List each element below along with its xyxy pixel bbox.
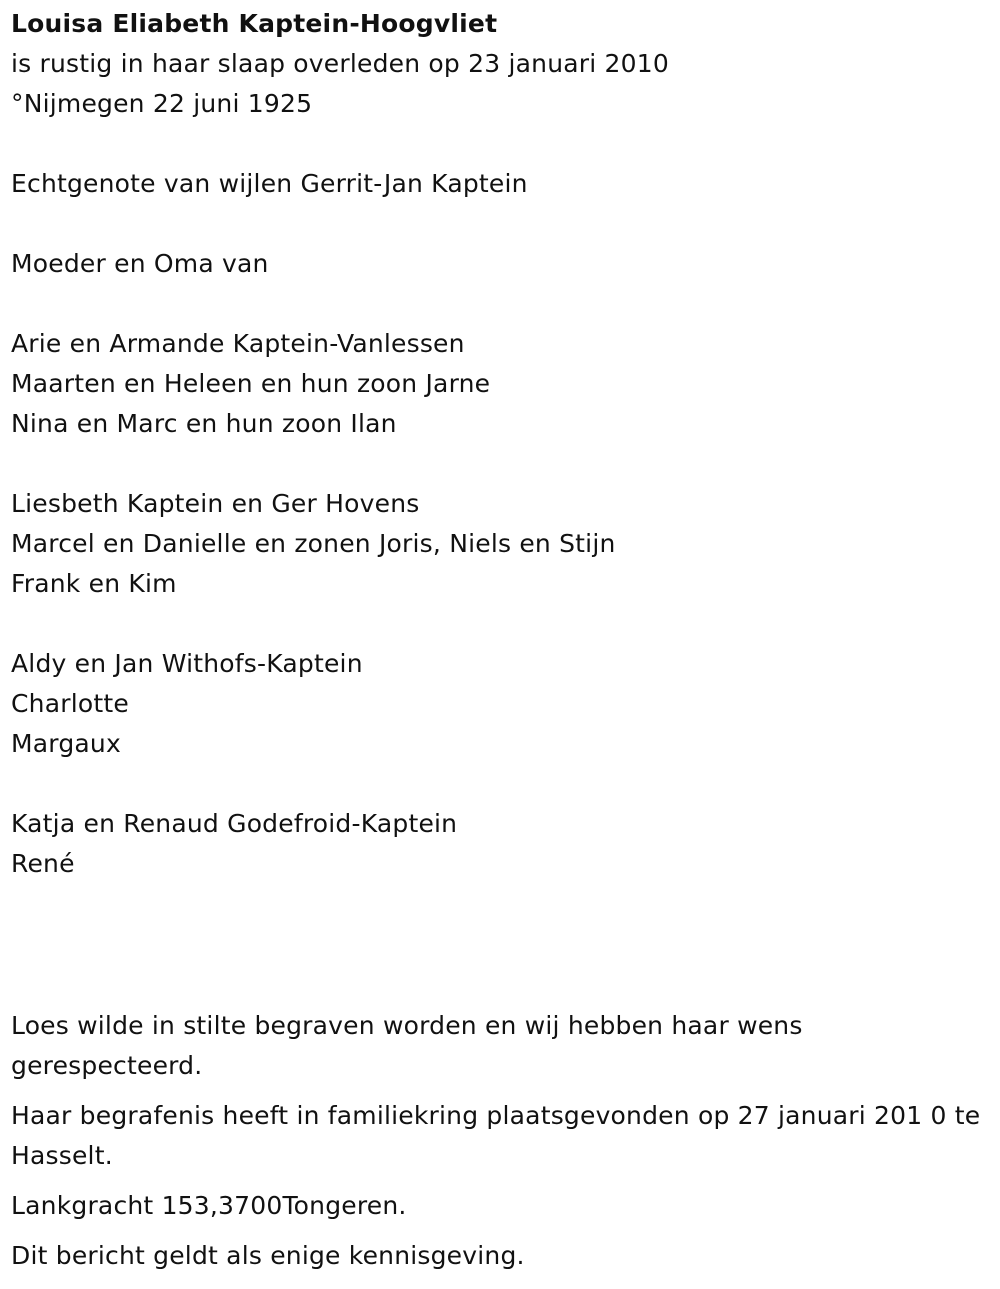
spacer [11, 444, 991, 484]
spouse-line: Echtgenote van wijlen Gerrit-Jan Kaptein [11, 169, 528, 198]
spacer [11, 284, 991, 324]
burial-wish: Loes wilde in stilte begraven worden en wij hebben haar wens gerespecteerd. [11, 1011, 803, 1080]
family-group [11, 484, 991, 604]
family-group [11, 324, 991, 444]
family-member-line: Margaux [11, 729, 121, 758]
family-member-line: Katja en Renaud Godefroid-Kaptein [11, 809, 458, 838]
address-line: Lankgracht 153,3700Tongeren. [11, 1191, 407, 1220]
family-member-line: Arie en Armande Kaptein-Vanlessen [11, 329, 465, 358]
spacer [11, 604, 991, 644]
funeral-info: Haar begrafenis heeft in familiekring plaatsgevonden op 27 januari 201 0 te Hasselt. [11, 1101, 981, 1170]
spacer [11, 764, 991, 804]
birth-details: °Nijmegen 22 juni 1925 [11, 89, 313, 118]
closing-section [11, 1006, 996, 1286]
family-member-line: René [11, 849, 75, 878]
family-member-line: Frank en Kim [11, 569, 177, 598]
family-group [11, 804, 991, 884]
family-member-line: Aldy en Jan Withofs-Kaptein [11, 649, 363, 678]
family-member-line: Marcel en Danielle en zonen Joris, Niels en Stijn [11, 529, 616, 558]
family-member-line: Maarten en Heleen en hun zoon Jarne [11, 369, 491, 398]
family-member-line: Charlotte [11, 689, 129, 718]
family-member-line: Nina en Marc en hun zoon Ilan [11, 409, 397, 438]
family-intro: Moeder en Oma van [11, 249, 269, 278]
family-member-line: Liesbeth Kaptein en Ger Hovens [11, 489, 420, 518]
family-group [11, 644, 991, 764]
obituary-notice [11, 4, 991, 884]
deceased-name: Louisa Eliabeth Kaptein-Hoogvliet [11, 9, 498, 38]
spacer [11, 124, 991, 164]
spacer [11, 204, 991, 244]
death-announcement: is rustig in haar slaap overleden op 23 januari 2010 [11, 49, 669, 78]
notice-line: Dit bericht geldt als enige kennisgeving. [11, 1241, 525, 1270]
